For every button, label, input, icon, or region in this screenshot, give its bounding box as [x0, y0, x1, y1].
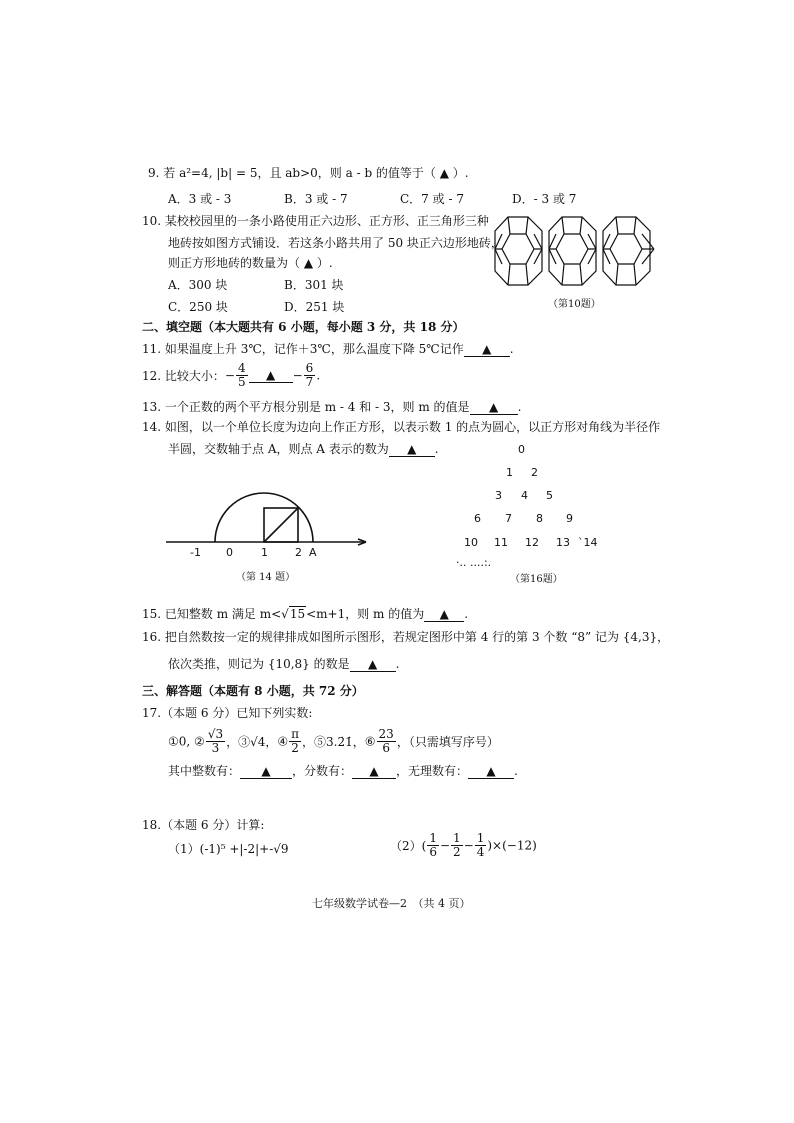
- q18-frac-3: [475, 832, 487, 859]
- q18-part-2: （2）( $\frac{1}{6}$ − $\frac{1}{2}$ − $\frac{1}{4}$ )×(−12): [390, 831, 537, 859]
- q15-sqrt-symbol: √: [281, 607, 289, 621]
- q17-note: ，（只需填写序号）: [396, 735, 499, 749]
- q18-part-2-end: )×(−12): [487, 838, 537, 853]
- q16-line-2-text: 依次类推，则记为 {10,8} 的数是: [168, 657, 350, 671]
- q18-frac-1: [427, 832, 439, 859]
- q14-line-1: 14. 如图，以一个单位长度为边向上作正方形，以表示数 1 的点为圆心，以正方形对角线为半径作: [142, 420, 661, 434]
- q12-frac1-num: 4: [237, 361, 246, 375]
- q16-fig-row2-n1: 1: [506, 466, 513, 479]
- q18-frac-1-den: 6: [429, 845, 437, 859]
- q11: [142, 340, 514, 357]
- q14-axis-label-0: 0: [226, 546, 233, 559]
- q12-frac2-num: 6: [305, 361, 314, 375]
- square-diagonal: [264, 508, 298, 542]
- q17-item-4-den: 2: [291, 741, 299, 755]
- q17-item-4-num: π: [291, 727, 300, 741]
- q16-fig-row4-n3: 8: [536, 512, 543, 525]
- q17-item-1: ①0,: [168, 734, 191, 749]
- q14-axis-label-neg1: -1: [190, 546, 201, 559]
- q16-figure-caption: （第16题）: [510, 574, 563, 585]
- q17-item-5: ，⑤3.2̇1̇，: [302, 735, 365, 749]
- q17-int-label: 其中整数有：: [168, 764, 241, 778]
- q13-end: .: [517, 400, 522, 414]
- q18-frac-1-num: 1: [429, 831, 437, 845]
- q13-answer-blank[interactable]: ▲: [470, 400, 518, 415]
- q16-fig-row5-n3: 12: [525, 536, 539, 549]
- q18-frac-2-num: 1: [453, 831, 461, 845]
- q18-frac-2: [451, 832, 463, 859]
- q16-fig-row4-n1: 6: [474, 512, 481, 525]
- q16-end: .: [395, 657, 400, 671]
- q14-line-2-text: 半圆，交数轴于点 A，则点 A 表示的数为: [168, 442, 389, 456]
- q17-item-6-num: 23: [378, 727, 394, 741]
- q9-option-a: A．3 或 - 3: [168, 192, 232, 206]
- q12-fraction-2: [304, 362, 316, 389]
- section-3-heading: 三、解答题（本题有 8 小题，共 72 分）: [142, 684, 364, 698]
- q14-axis-label-1: 1: [261, 546, 268, 559]
- q9-stem: 9. 若 a²=4, |b| = 5，且 ab>0，则 a - b 的值等于（ ▲ ）.: [148, 166, 469, 180]
- q18-part-1: （1）(-1)⁵ +|-2|+-√9: [168, 842, 289, 856]
- q14-line-2: [168, 440, 439, 457]
- q17-item-6-fraction: [377, 728, 396, 755]
- q14-axis-label-a: A: [309, 546, 317, 559]
- section-2-heading: 二、填空题（本大题共有 6 小题，每小题 3 分，共 18 分）: [142, 320, 465, 334]
- q9-option-d: D．- 3 或 7: [512, 192, 577, 206]
- q10-line-3: 则正方形地砖的数量为（ ▲ ）.: [168, 256, 333, 270]
- q14-end: .: [434, 442, 439, 456]
- q17-item-6-label: ⑥: [364, 734, 376, 749]
- q17-item-6-den: 6: [382, 741, 390, 755]
- q17-item-2-den: 3: [211, 741, 220, 755]
- q17-frac-label: ，分数有：: [292, 764, 353, 778]
- q17-item-2-label: ②: [194, 734, 205, 749]
- q17-irr-blank[interactable]: ▲: [468, 764, 514, 779]
- q12-frac2-sign: −: [292, 368, 303, 383]
- q18-frac-2-den: 2: [453, 845, 461, 859]
- q17-title: 17.（本题 6 分）已知下列实数:: [142, 706, 313, 720]
- q14-axis-label-2: 2: [295, 546, 302, 559]
- q15-text-1: 15. 已知整数 m 满足 m<: [142, 607, 282, 621]
- q12-frac1-sign: −: [224, 368, 235, 383]
- q17-item-2-num: √3: [207, 727, 224, 741]
- q14-figure-caption: （第 14 题）: [236, 572, 296, 583]
- q17-int-blank[interactable]: ▲: [240, 764, 292, 779]
- q16-line-1: 16. 把自然数按一定的规律排成如图所示图形，若规定图形中第 4 行的第 3 个数 “8” 记为 {4,3}，: [142, 630, 670, 644]
- q16-fig-row1-n1: 0: [518, 443, 525, 456]
- q17-items: [168, 728, 499, 755]
- q12-answer-blank[interactable]: ▲: [249, 368, 293, 383]
- q13: [142, 398, 521, 415]
- q16-fig-row4-n4: 9: [566, 512, 573, 525]
- q17-item-4-fraction: [289, 728, 301, 755]
- q15-end: .: [464, 607, 469, 621]
- q16-fig-row4-n2: 7: [505, 512, 512, 525]
- q10-option-b: B．301 块: [284, 278, 344, 292]
- q12-fraction-1: [236, 362, 248, 389]
- q16-fig-row5-n2: 11: [494, 536, 508, 549]
- q16-fig-row3-n1: 3: [495, 489, 502, 502]
- q10-option-a: A．300 块: [168, 278, 228, 292]
- q11-answer-blank[interactable]: ▲: [464, 342, 510, 357]
- q9-option-b: B．3 或 - 7: [284, 192, 348, 206]
- q16-fig-row5-n5: `14: [578, 536, 598, 549]
- q12-frac2-den: 7: [305, 375, 314, 389]
- q16-fig-row3-n3: 5: [546, 489, 553, 502]
- q18-title: 18.（本题 6 分）计算:: [142, 818, 265, 832]
- q12: [142, 362, 320, 389]
- q16-fig-row5-n1: 10: [464, 536, 478, 549]
- q18-part-2-label: （2）(: [390, 839, 427, 853]
- q10-line-2: 地砖按如图方式铺设．若这条小路共用了 50 块正六边形地砖，: [168, 236, 503, 250]
- q10-option-c: C．250 块: [168, 300, 228, 314]
- q16-answer-blank[interactable]: ▲: [350, 657, 396, 672]
- q17-irr-label: ，无理数有：: [396, 764, 469, 778]
- q12-label: 12. 比较大小：: [142, 369, 225, 383]
- q15-answer-blank[interactable]: ▲: [424, 607, 464, 622]
- q17-item-2-fraction: [206, 728, 225, 755]
- q12-end: .: [316, 368, 321, 383]
- q17-end: .: [514, 764, 518, 778]
- q15: [142, 605, 468, 622]
- q13-text: 13. 一个正数的两个平方根分别是 m - 4 和 - 3，则 m 的值是: [142, 400, 470, 414]
- q17-item-4-label: ④: [277, 734, 289, 749]
- page-footer: 七年级数学试卷—2 （共 4 页）: [312, 897, 471, 910]
- q16-fig-row3-n2: 4: [521, 489, 528, 502]
- q10-line-1: 10. 某校校园里的一条小路使用正六边形、正方形、正三角形三种: [142, 214, 489, 228]
- q11-end: .: [509, 342, 514, 356]
- q16-fig-row5-n4: 13: [556, 536, 570, 549]
- q16-fig-dots: ·.. ....:.: [456, 556, 492, 569]
- q17-frac-blank[interactable]: ▲: [352, 764, 396, 779]
- q15-text-2: <m+1，则 m 的值为: [306, 607, 425, 621]
- q18-frac-3-den: 4: [476, 845, 485, 859]
- q12-frac1-den: 5: [237, 375, 246, 389]
- q17-answer-line: [168, 762, 518, 779]
- q10-figure-caption: （第10题）: [548, 299, 601, 310]
- q11-text: 11. 如果温度上升 3℃，记作＋3℃，那么温度下降 5℃记作: [142, 342, 464, 356]
- q15-sqrt-arg: 15: [289, 607, 306, 621]
- q18-frac-3-num: 1: [476, 831, 485, 845]
- q16-line-2: [168, 655, 399, 672]
- q10-option-d: D．251 块: [284, 300, 345, 314]
- q16-fig-row2-n2: 2: [531, 466, 538, 479]
- q9-option-c: C．7 或 - 7: [400, 192, 464, 206]
- q17-item-3: ，③√4，: [226, 735, 278, 749]
- q14-answer-blank[interactable]: ▲: [389, 442, 435, 457]
- q10-tiling-figure: [490, 212, 660, 292]
